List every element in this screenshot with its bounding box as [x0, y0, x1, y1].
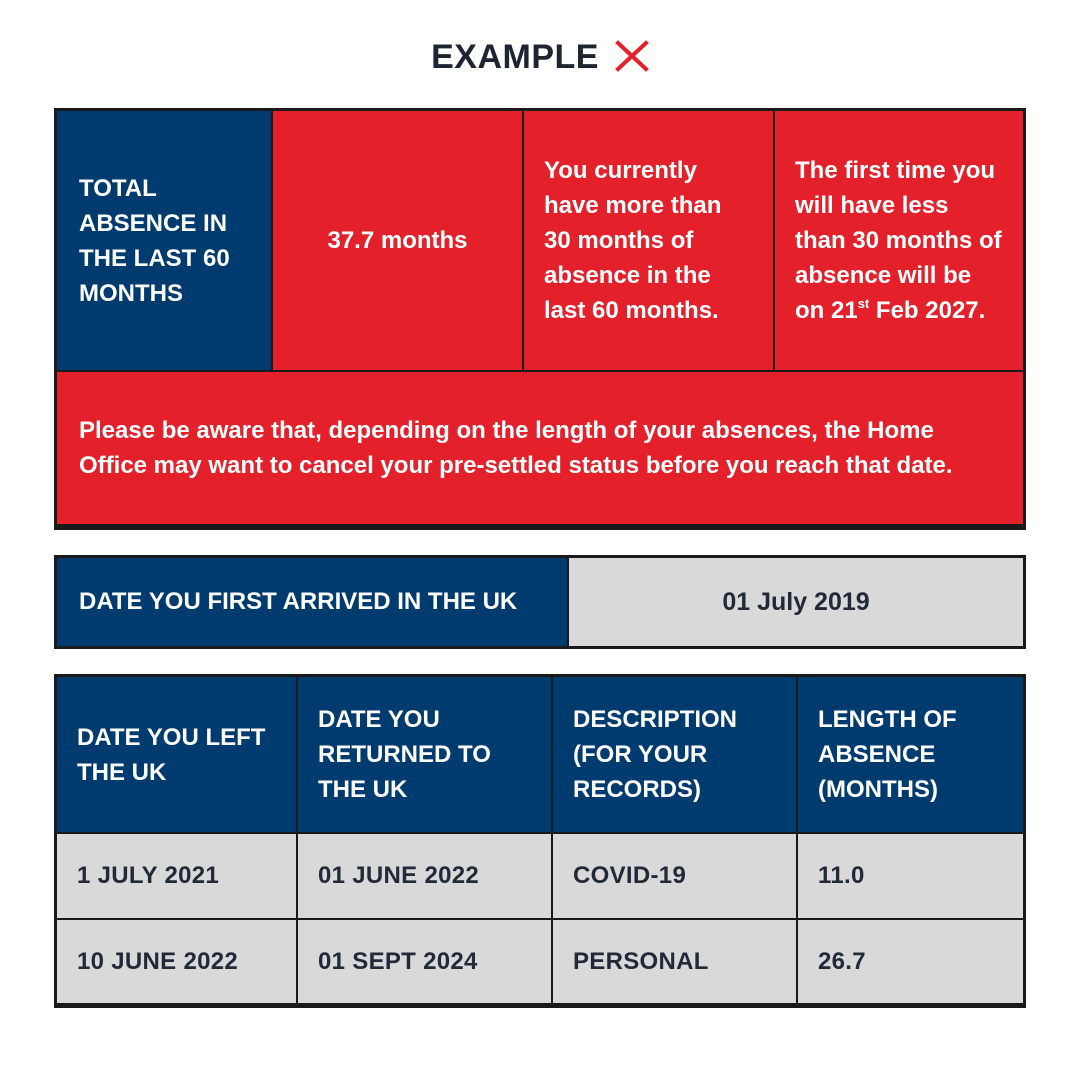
table-cell-description: COVID-19: [553, 834, 796, 918]
column-header-description: DESCRIPTION (FOR YOUR RECORDS): [553, 677, 796, 832]
table-cell-date-returned: 01 JUNE 2022: [298, 834, 551, 918]
page-title: [0, 38, 1080, 81]
absence-summary: [54, 108, 1026, 530]
warning-message: Please be aware that, depending on the length of your absences, the Home Office may want to cancel your pre-settled status before you reach that date.: [57, 372, 1023, 524]
table-cell-date-left: 10 JUNE 2022: [57, 920, 296, 1003]
arrival-label: DATE YOU FIRST ARRIVED IN THE UK: [57, 558, 567, 646]
arrival-date: 01 July 2019: [569, 558, 1023, 646]
table-cell-date-returned: 01 SEPT 2024: [298, 920, 551, 1003]
table-cell-description: PERSONAL: [553, 920, 796, 1003]
first-eligible-date: Feb 2027.: [869, 297, 986, 324]
first-eligible-text: The first time you will have less than 30 months of absence will be on 21: [795, 157, 1002, 324]
total-absence-value: 37.7 months: [273, 111, 522, 370]
ordinal-suffix: st: [857, 296, 870, 311]
first-eligible-date-message: [775, 111, 1023, 370]
table-cell-date-left: 1 JULY 2021: [57, 834, 296, 918]
total-absence-label: TOTAL ABSENCE IN THE LAST 60 MONTHS: [57, 111, 271, 370]
cross-icon: [615, 40, 649, 81]
column-header-date-left: DATE YOU LEFT THE UK: [57, 677, 296, 832]
table-cell-length: 26.7: [798, 920, 1023, 1003]
arrival-row: [54, 555, 1026, 649]
absences-table: [54, 674, 1026, 1008]
table-cell-length: 11.0: [798, 834, 1023, 918]
page-title-text: EXAMPLE: [431, 38, 599, 76]
current-status-message: You currently have more than 30 months of absence in the last 60 months.: [524, 111, 773, 370]
column-header-length: LENGTH OF ABSENCE (MONTHS): [798, 677, 1023, 832]
column-header-date-returned: DATE YOU RETURNED TO THE UK: [298, 677, 551, 832]
